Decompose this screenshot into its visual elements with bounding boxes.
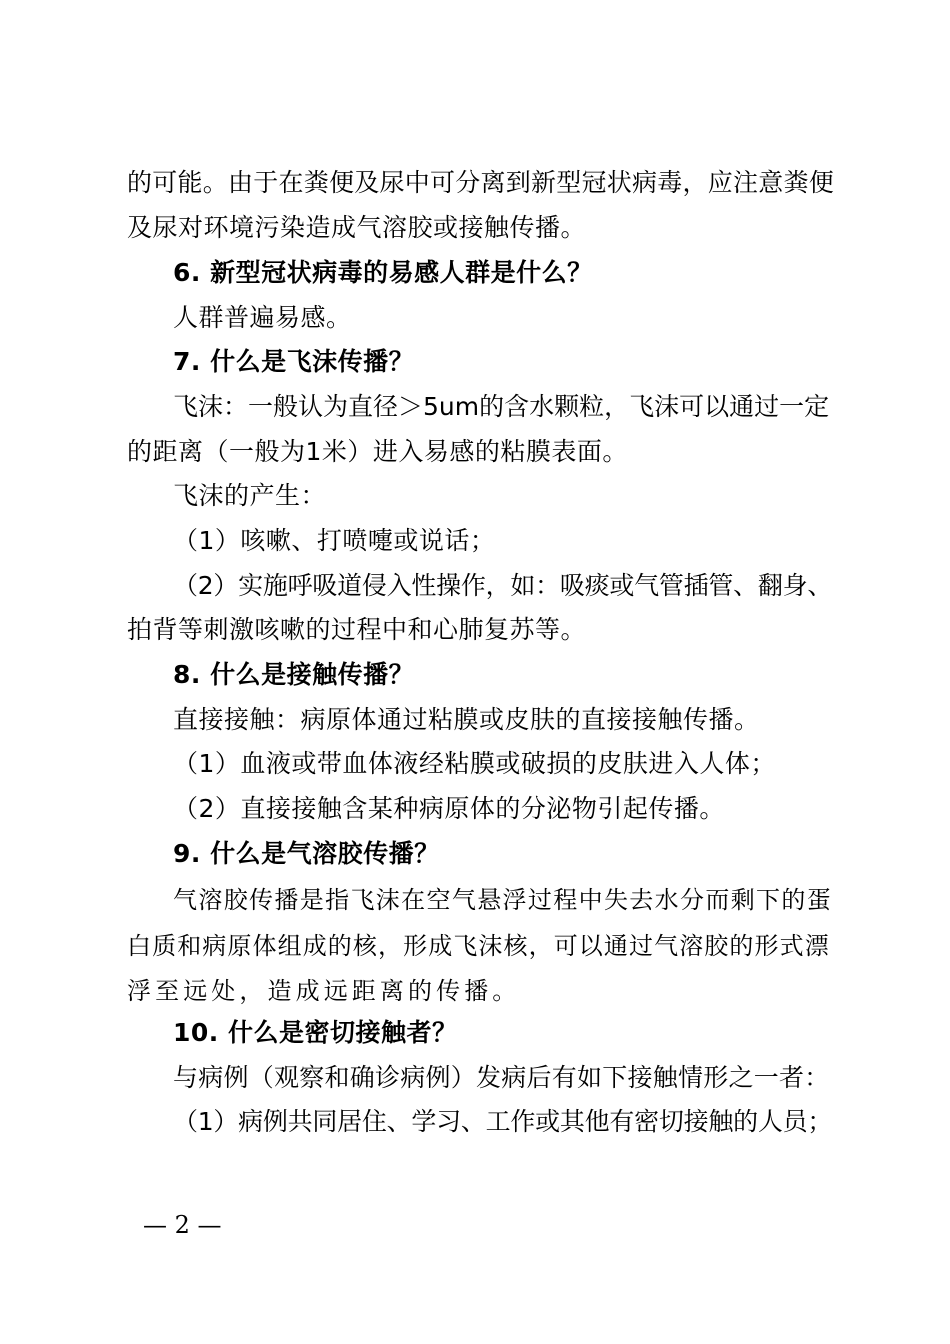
paragraph-line: 与病例（观察和确诊病例）发病后有如下接触情形之一者： xyxy=(173,1063,830,1092)
paragraph-line: 的可能。由于在粪便及尿中可分离到新型冠状病毒，应注意粪便 xyxy=(127,168,835,197)
paragraph-line: 及尿对环境污染造成气溶胶或接触传播。 xyxy=(127,213,587,242)
list-item: （2）直接接触含某种病原体的分泌物引起传播。 xyxy=(173,794,725,823)
list-item: （2）实施呼吸道侵入性操作，如：吸痰或气管插管、翻身、 xyxy=(173,571,833,600)
question-heading-6: 6. 新型冠状病毒的易感人群是什么？ xyxy=(173,258,593,287)
paragraph-line: 人群普遍易感。 xyxy=(173,303,352,332)
paragraph-line: 飞沫的产生： xyxy=(173,481,327,510)
question-heading-9: 9. 什么是气溶胶传播？ xyxy=(173,839,440,868)
paragraph-line: 气溶胶传播是指飞沫在空气悬浮过程中失去水分而剩下的蛋 xyxy=(173,886,833,914)
question-heading-10: 10. 什么是密切接触者？ xyxy=(173,1018,458,1047)
paragraph-line: 的距离（一般为1米）进入易感的粘膜表面。 xyxy=(127,437,628,466)
paragraph-line: 拍背等刺激咳嗽的过程中和心肺复苏等。 xyxy=(127,615,587,644)
question-heading-7: 7. 什么是飞沫传播？ xyxy=(173,347,415,376)
list-item: （1）病例共同居住、学习、工作或其他有密切接触的人员； xyxy=(173,1107,833,1136)
list-item: （1）咳嗽、打喷嚏或说话； xyxy=(173,526,496,555)
list-item: （1）血液或带血体液经粘膜或破损的皮肤进入人体； xyxy=(173,749,776,778)
question-heading-8: 8. 什么是接触传播？ xyxy=(173,660,415,689)
paragraph-line: 浮至远处，造成远距离的传播。 xyxy=(127,977,521,1005)
paragraph-line: 白质和病原体组成的核，形成飞沫核，可以通过气溶胶的形式漂 xyxy=(127,932,830,960)
page-number: — 2 — xyxy=(143,1211,222,1239)
paragraph-line: 飞沫：一般认为直径＞5um的含水颗粒，飞沫可以通过一定 xyxy=(173,392,830,421)
paragraph-line: 直接接触：病原体通过粘膜或皮肤的直接接触传播。 xyxy=(173,705,760,734)
